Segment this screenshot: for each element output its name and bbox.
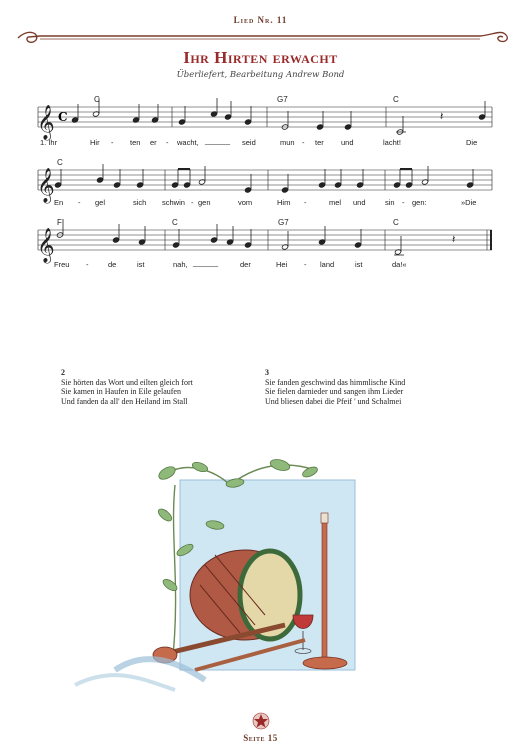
song-credit: Überliefert, Bearbeitung Andrew Bond — [176, 70, 345, 80]
lyric-syllable: Him — [277, 198, 291, 207]
lyric-syllable: Hei — [276, 260, 288, 269]
lyric-syllable: Hir — [90, 138, 100, 147]
lyric-syllable: ist — [137, 260, 145, 269]
lyric-syllable: - — [78, 198, 81, 207]
verse-number: 3 — [265, 368, 269, 377]
lyric-syllable: schwin — [162, 198, 185, 207]
lyric-syllable: seid — [242, 138, 256, 147]
lyric-syllable: gen: — [412, 198, 427, 207]
lyric-syllable: Die — [466, 138, 478, 147]
lyric-syllable: ten — [130, 138, 141, 147]
lyric-syllable: lacht! — [383, 138, 401, 147]
staff-2-notes — [54, 164, 473, 193]
lyric-syllable: er — [150, 138, 157, 147]
verse-line: Sie kamen in Haufen in Eile gelaufen — [61, 387, 181, 396]
lyric-syllable: - — [86, 260, 89, 269]
lyric-syllable: nah, — [173, 260, 188, 269]
staff-1 — [38, 107, 492, 127]
lyric-syllable: - — [402, 198, 405, 207]
staff-3 — [38, 230, 492, 250]
sheet-music — [0, 0, 521, 290]
star-ornament-icon — [252, 712, 270, 730]
lyric-syllable: und — [353, 198, 366, 207]
verse-2 — [61, 368, 261, 406]
common-time-icon: C — [58, 110, 68, 124]
lyric-syllable: und — [341, 138, 354, 147]
lyric-syllable: sin — [385, 198, 395, 207]
lyric-syllable: vom — [238, 198, 253, 207]
lyric-syllable: gel — [95, 198, 106, 207]
verse-line: Und fanden da all' den Heiland im Stall — [61, 396, 188, 406]
treble-clef-icon: 𝄞 — [37, 168, 55, 203]
chord: C — [172, 218, 178, 227]
instruments-illustration — [55, 455, 365, 695]
lyric-syllable: der — [240, 260, 251, 269]
lyric-syllable: En — [54, 198, 64, 207]
verse-3 — [265, 368, 465, 406]
page-number: Seite 15 — [243, 733, 278, 743]
lyric-syllable: da!« — [392, 260, 407, 269]
lyric-syllable: - — [304, 260, 307, 269]
lyric-syllable: 1. Ihr — [40, 138, 58, 147]
lyric-syllable: sich — [133, 198, 147, 207]
chord: G7 — [277, 95, 288, 104]
chord: C — [393, 95, 399, 104]
lyric-syllable: land — [320, 260, 335, 269]
lyric-syllable: Freu — [54, 260, 70, 269]
lyric-extender: ______ — [193, 258, 219, 267]
verse-line: Sie fielen darnieder und sangen ihm Lieder — [265, 387, 404, 396]
page-title: Ihr Hirten erwacht — [183, 48, 338, 67]
quarter-rest-icon: 𝄽 — [452, 233, 456, 246]
verse-line: Sie fanden geschwind das himmlische Kind — [265, 377, 406, 387]
song-number: Lied Nr. 11 — [233, 15, 288, 25]
lyric-syllable: mel — [329, 198, 342, 207]
chord: C — [94, 95, 100, 104]
lyric-syllable: - — [191, 198, 194, 207]
chord: G7 — [278, 218, 289, 227]
chord: C — [57, 158, 63, 167]
lyric-syllable: wacht, — [177, 138, 199, 147]
chord: F — [57, 218, 62, 227]
treble-clef-icon: 𝄞 — [37, 228, 55, 263]
lyric-syllable: - — [304, 198, 307, 207]
lyric-syllable: ter — [315, 138, 324, 147]
treble-clef-icon: 𝄞 — [37, 105, 55, 140]
lyric-syllable: - — [166, 138, 169, 147]
lyric-syllable: gen — [198, 198, 211, 207]
lyric-extender: ______ — [205, 136, 231, 145]
lyric-syllable: mun — [280, 138, 295, 147]
staff-3-notes — [56, 219, 404, 255]
lyric-syllable: ist — [355, 260, 363, 269]
chord: C — [393, 218, 399, 227]
lyric-syllable: de — [108, 260, 117, 269]
lyric-syllable: - — [111, 138, 114, 147]
verse-line: Und bliesen dabei die Pfeif ' und Schalmei — [265, 396, 402, 406]
verse-number: 2 — [61, 368, 65, 377]
verse-line: Sie hörten das Wort und eilten gleich fort — [61, 377, 193, 387]
lyric-syllable: - — [302, 138, 305, 147]
lyric-syllable: »Die — [461, 198, 477, 207]
quarter-rest-icon: 𝄽 — [440, 110, 444, 123]
